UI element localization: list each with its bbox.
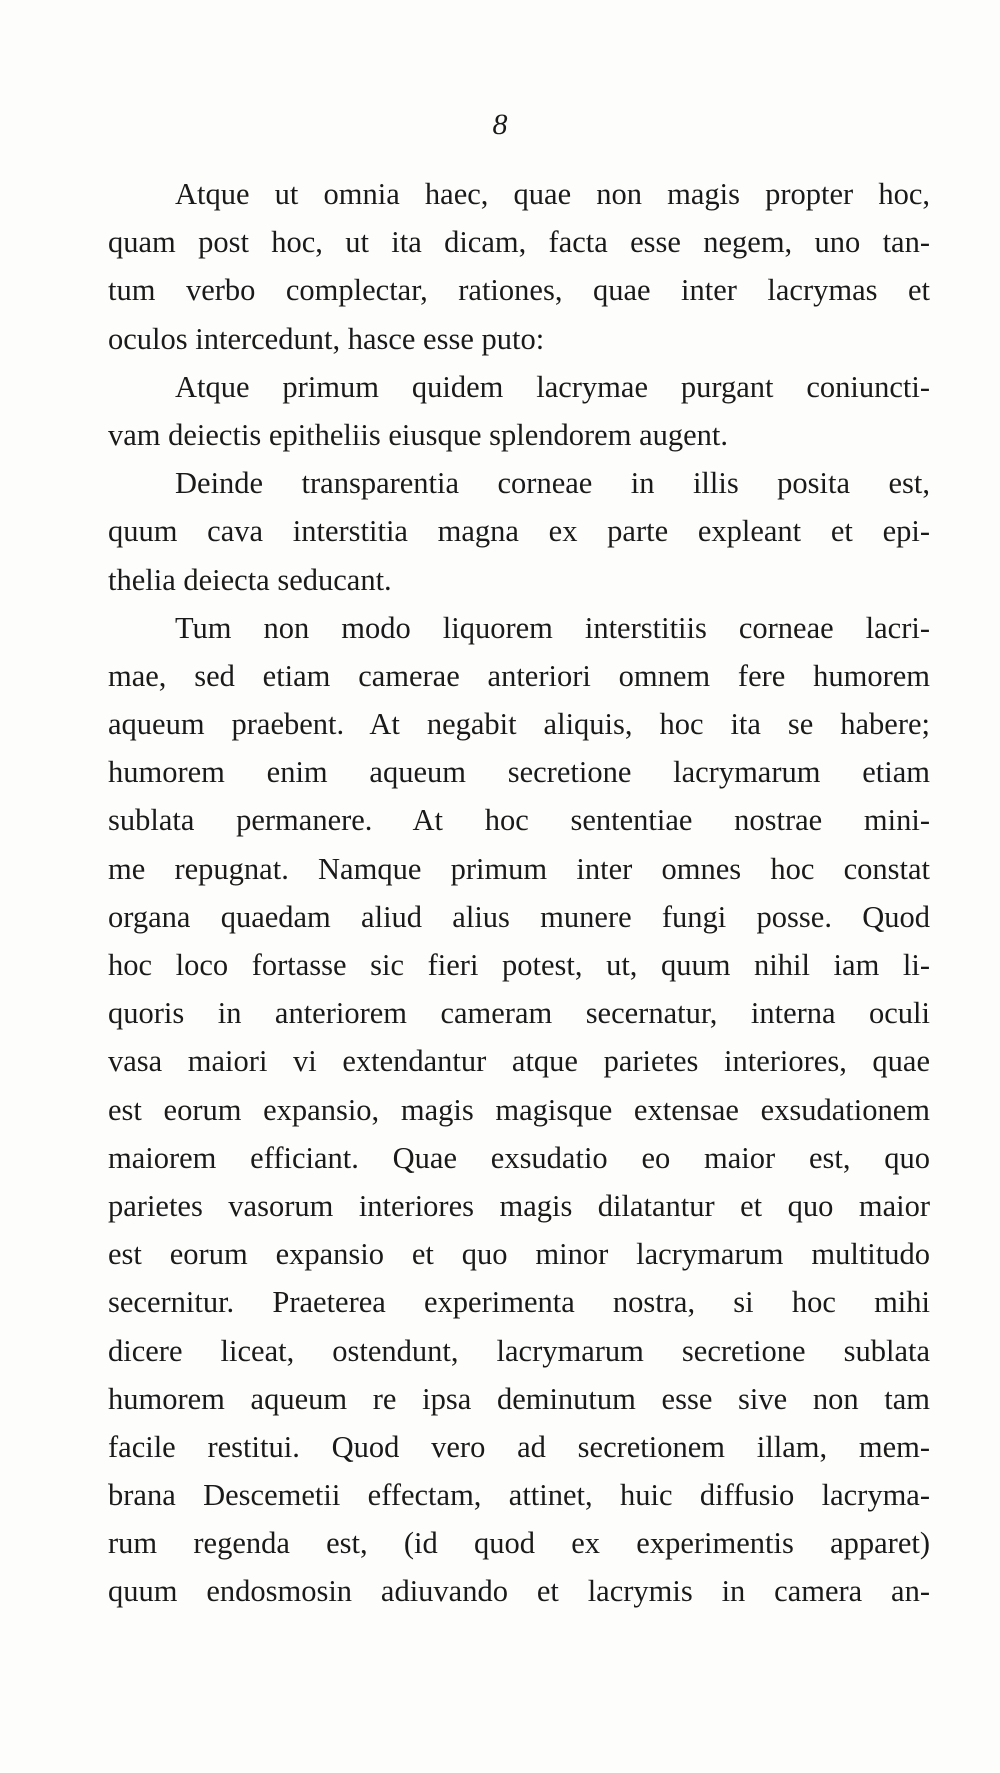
text-line: humorem aqueum re ipsa deminutum esse sive non tam <box>108 1381 930 1416</box>
text-line: mae, sed etiam camerae anteriori omnem fere humorem <box>108 658 930 693</box>
text-line: humorem enim aqueum secretione lacrymarum etiam <box>108 755 930 790</box>
text-line: maiorem efficiant. Quae exsudatio eo maior est, quo <box>108 1140 930 1175</box>
text-line: me repugnat. Namque primum inter omnes hoc constat <box>108 851 930 886</box>
text-line: Tum non modo liquorem interstitiis corneae lacri- <box>175 610 930 645</box>
text-line: quam post hoc, ut ita dicam, facta esse negem, uno tan- <box>108 225 930 260</box>
text-line: quum cava interstitia magna ex parte expleant et epi- <box>108 514 930 549</box>
text-line: vasa maiori vi extendantur atque parietes interiores, quae <box>108 1044 930 1079</box>
text-line: vam deiectis epitheliis eiusque splendorem augent. <box>108 417 728 452</box>
text-line: facile restitui. Quod vero ad secretionem illam, mem- <box>108 1429 930 1464</box>
text-line: thelia deiecta seducant. <box>108 562 392 597</box>
text-line: parietes vasorum interiores magis dilatantur et quo maior <box>108 1188 930 1223</box>
page-number: 8 <box>492 108 508 141</box>
text-line: Deinde transparentia corneae in illis posita est, <box>175 466 930 501</box>
text-line: est eorum expansio, magis magisque extensae exsudationem <box>108 1092 930 1127</box>
text-line: organa quaedam aliud alius munere fungi posse. Quod <box>108 899 930 934</box>
text-line: hoc loco fortasse sic fieri potest, ut, quum nihil iam li- <box>108 948 930 982</box>
text-line: quoris in anteriorem cameram secernatur, interna oculi <box>108 996 930 1031</box>
text-line: rum regenda est, (id quod ex experimentis apparet) <box>108 1526 930 1561</box>
text-line: Atque primum quidem lacrymae purgant coniuncti- <box>175 369 930 404</box>
text-line: aqueum praebent. At negabit aliquis, hoc ita se habere; <box>108 707 930 742</box>
text-line: secernitur. Praeterea experimenta nostra, si hoc mihi <box>108 1285 930 1320</box>
text-line: brana Descemetii effectam, attinet, huic diffusio lacryma- <box>108 1478 930 1513</box>
text-line: Atque ut omnia haec, quae non magis propter hoc, <box>175 177 930 211</box>
text-line: dicere liceat, ostendunt, lacrymarum secretione sublata <box>108 1333 930 1368</box>
text-line: oculos intercedunt, hasce esse puto: <box>108 321 545 356</box>
text-line: quum endosmosin adiuvando et lacrymis in camera an- <box>108 1574 930 1609</box>
text-line: tum verbo complectar, rationes, quae inter lacrymas et <box>108 273 930 308</box>
body-text <box>108 170 930 1616</box>
text-line: sublata permanere. At hoc sententiae nostrae mini- <box>108 803 930 838</box>
text-line: est eorum expansio et quo minor lacrymarum multitudo <box>108 1237 930 1272</box>
